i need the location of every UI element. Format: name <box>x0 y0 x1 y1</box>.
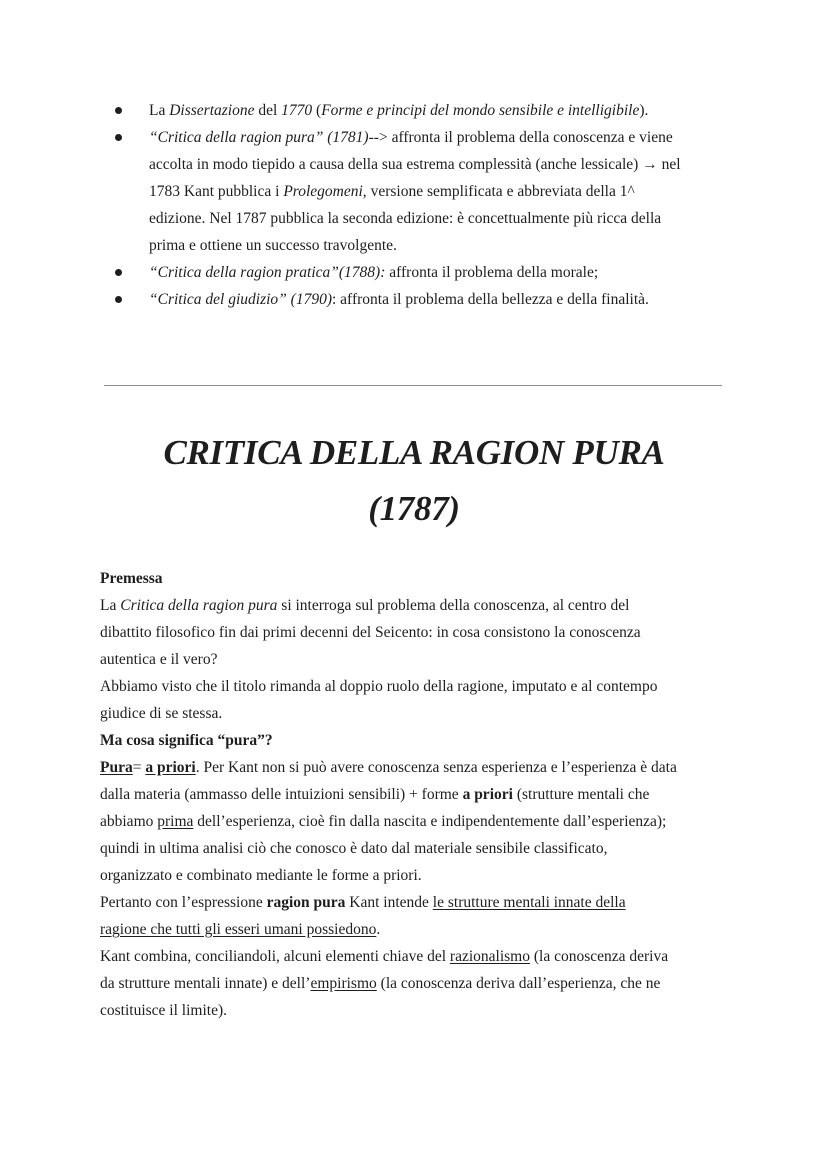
list-item: “Critica del giudizio” (1790): affronta il problema della bellezza e della finalità. <box>100 286 740 313</box>
bullet-icon <box>115 296 122 303</box>
paragraph-pura: Pura= a priori. Per Kant non si può avere conoscenza senza esperienza e l’esperienza è data dalla materia (ammasso delle intuizioni sensibili) + forme a priori (strutture mentali che abbiamo prima dell’esperienza, cioè fin dalla nascita e indipendentemente dall’esperienza); quindi in ultima analisi ciò che conosco è dato dal materiale sensibile classificato, organizzato e combinato mediante le forme a priori. Pertanto con l’espressione ragion pura Kant intende le strutture mentali innate della ragione che tutti gli esseri umani possiedono. Kant combina, conciliandoli, alcuni elementi chiave del razionalismo (la conoscenza deriva da strutture mentali innate) e dell’empirismo (la conoscenza deriva dall’esperienza, che ne costituisce il limite). <box>100 759 677 1019</box>
list-item: La Dissertazione del 1770 (Forme e principi del mondo sensibile e intelligibile). <box>100 97 740 124</box>
bullet-icon <box>115 269 122 276</box>
page-title <box>80 425 748 537</box>
works-list <box>100 97 740 313</box>
section-heading-pura: Ma cosa significa “pura”? <box>100 732 273 749</box>
title-line-2: (1787) <box>368 489 460 528</box>
body-text <box>100 565 740 1024</box>
paragraph-premessa: La Critica della ragion pura si interroga sul problema della conoscenza, al centro del dibattito filosofico fin dai primi decenni del Seicento: in cosa consistono la conoscenza autentica e il vero? Abbiamo visto che il titolo rimanda al doppio ruolo della ragione, imputato e al contempo giudice di se stessa. <box>100 597 658 722</box>
list-item: “Critica della ragion pratica”(1788): affronta il problema della morale; <box>100 259 740 286</box>
bullet-icon <box>115 134 122 141</box>
title-line-1: CRITICA DELLA RAGION PURA <box>163 433 665 472</box>
section-heading-premessa: Premessa <box>100 570 163 587</box>
bullet-icon <box>115 107 122 114</box>
horizontal-divider <box>104 385 722 386</box>
list-item: “Critica della ragion pura” (1781)--> affronta il problema della conoscenza e viene accolta in modo tiepido a causa della sua estrema complessità (anche lessicale) → nel 1783 Kant pubblica i Prolegomeni, versione semplificata e abbreviata della 1^ edizione. Nel 1787 pubblica la seconda edizione: è concettualmente più ricca della prima e ottiene un successo travolgente. <box>100 124 740 259</box>
